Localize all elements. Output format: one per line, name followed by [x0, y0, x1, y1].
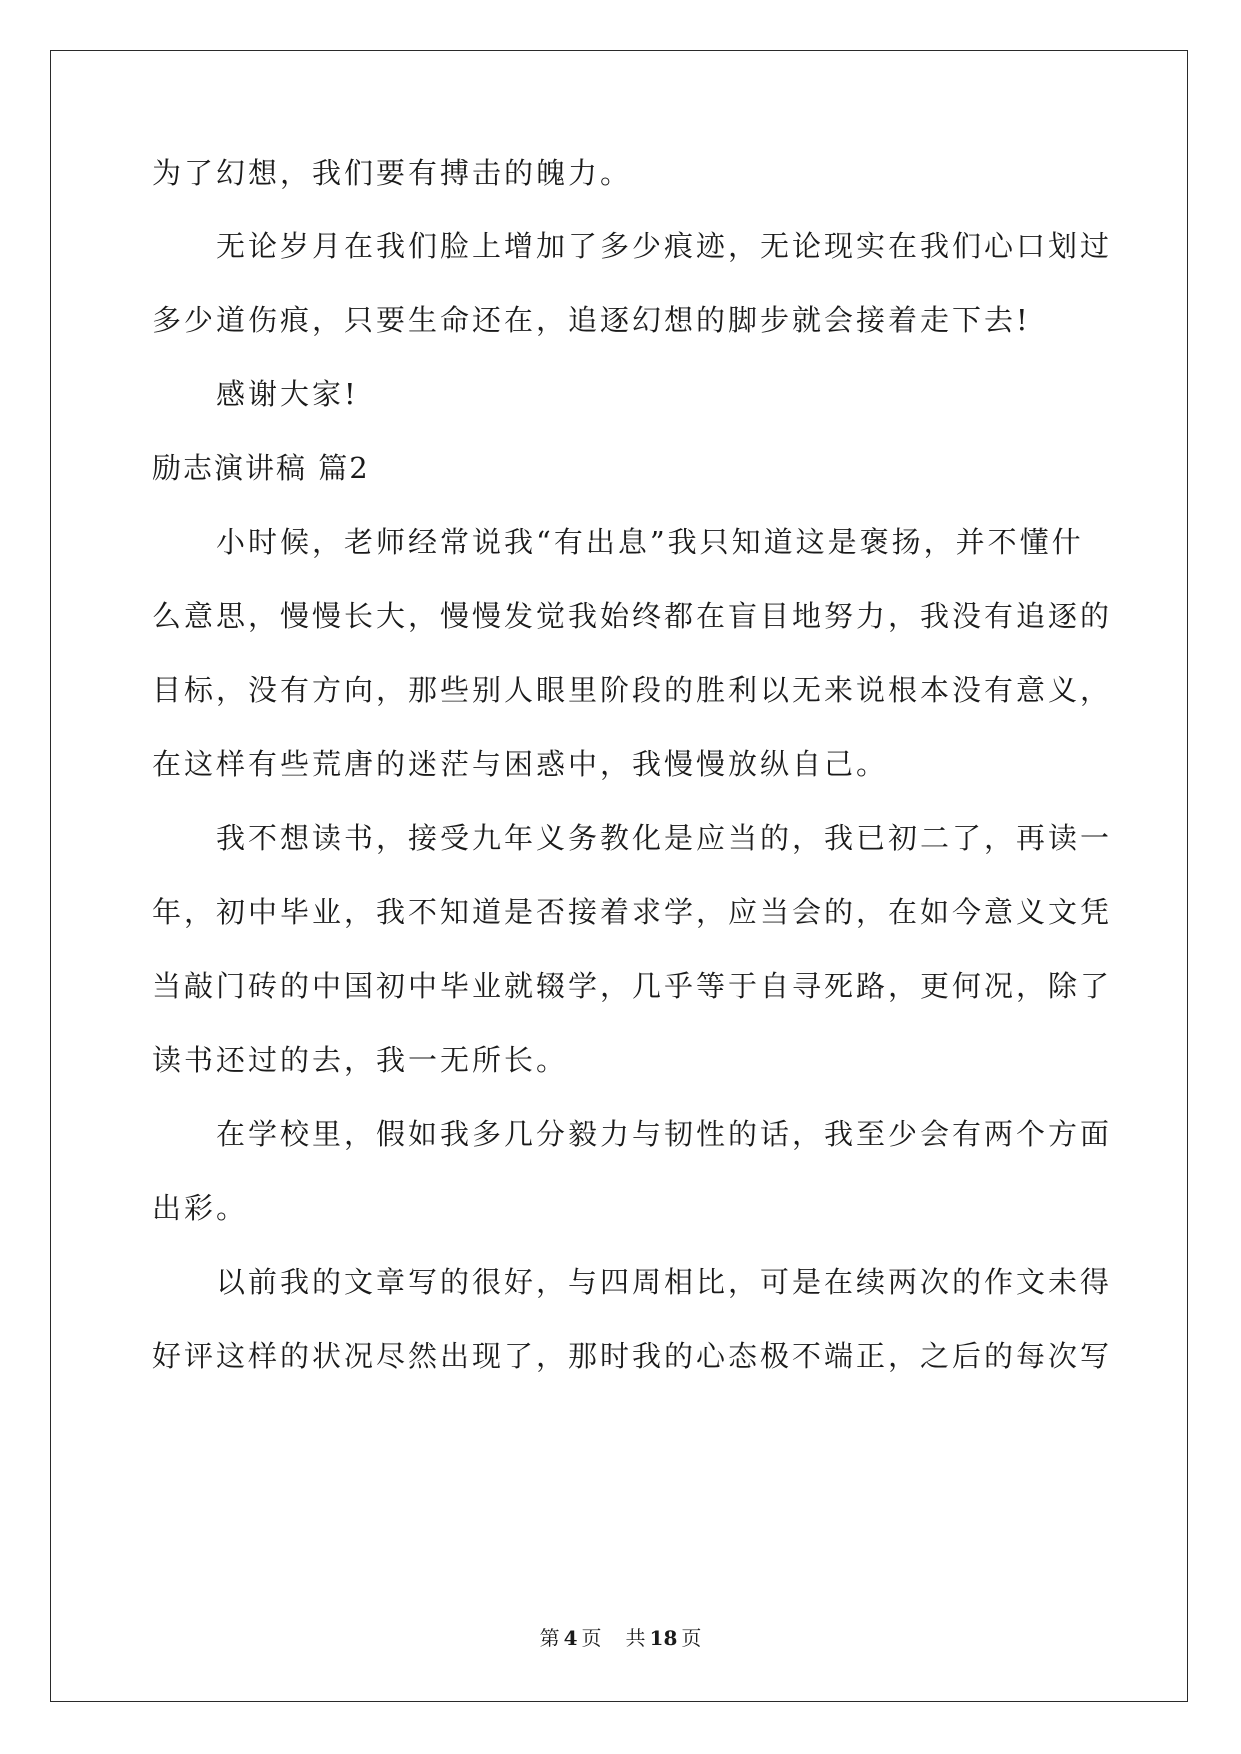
page-number: 4	[563, 1626, 578, 1650]
total-prefix: 共	[625, 1626, 646, 1650]
text-line: 读书还过的去，我一无所长。	[152, 1043, 569, 1077]
text-line: 出彩。	[152, 1191, 249, 1225]
paragraph-first-line: 小时候，老师经常说我“有出息”我只知道这是褒扬，并不懂什	[216, 525, 1084, 559]
text-line: 当敲门砖的中国初中毕业就辍学，几乎等于自寻死路，更何况，除了	[152, 969, 1113, 1003]
text-line: 目标，没有方向，那些别人眼里阶段的胜利以无来说根本没有意义，	[152, 673, 1113, 707]
section-heading: 励志演讲稿 篇2	[152, 451, 370, 485]
text-line: 年，初中毕业，我不知道是否接着求学，应当会的，在如今意义文凭	[152, 895, 1113, 929]
total-suffix: 页	[681, 1626, 702, 1650]
page-suffix: 页	[581, 1626, 602, 1650]
text-line: 么意思，慢慢长大，慢慢发觉我始终都在盲目地努力，我没有追逐的	[152, 599, 1113, 633]
text-line: 多少道伤痕，只要生命还在，追逐幻想的脚步就会接着走下去!	[152, 303, 1031, 337]
text-line: 在这样有些荒唐的迷茫与困惑中，我慢慢放纵自己。	[152, 747, 889, 781]
paragraph-first-line: 我不想读书，接受九年义务教化是应当的，我已初二了，再读一	[216, 821, 1113, 855]
page-prefix: 第	[539, 1626, 560, 1650]
paragraph-first-line: 无论岁月在我们脸上增加了多少痕迹，无论现实在我们心口划过	[216, 229, 1113, 263]
page-footer	[0, 1626, 1241, 1650]
paragraph-first-line: 以前我的文章写的很好，与四周相比，可是在续两次的作文未得	[216, 1265, 1113, 1299]
paragraph-first-line: 在学校里，假如我多几分毅力与韧性的话，我至少会有两个方面	[216, 1117, 1113, 1151]
total-pages: 18	[649, 1626, 678, 1650]
paragraph-first-line: 感谢大家!	[216, 377, 359, 411]
text-line: 好评这样的状况尽然出现了，那时我的心态极不端正，之后的每次写	[152, 1339, 1113, 1373]
page-border	[50, 50, 1188, 1702]
text-line: 为了幻想，我们要有搏击的魄力。	[152, 156, 633, 190]
